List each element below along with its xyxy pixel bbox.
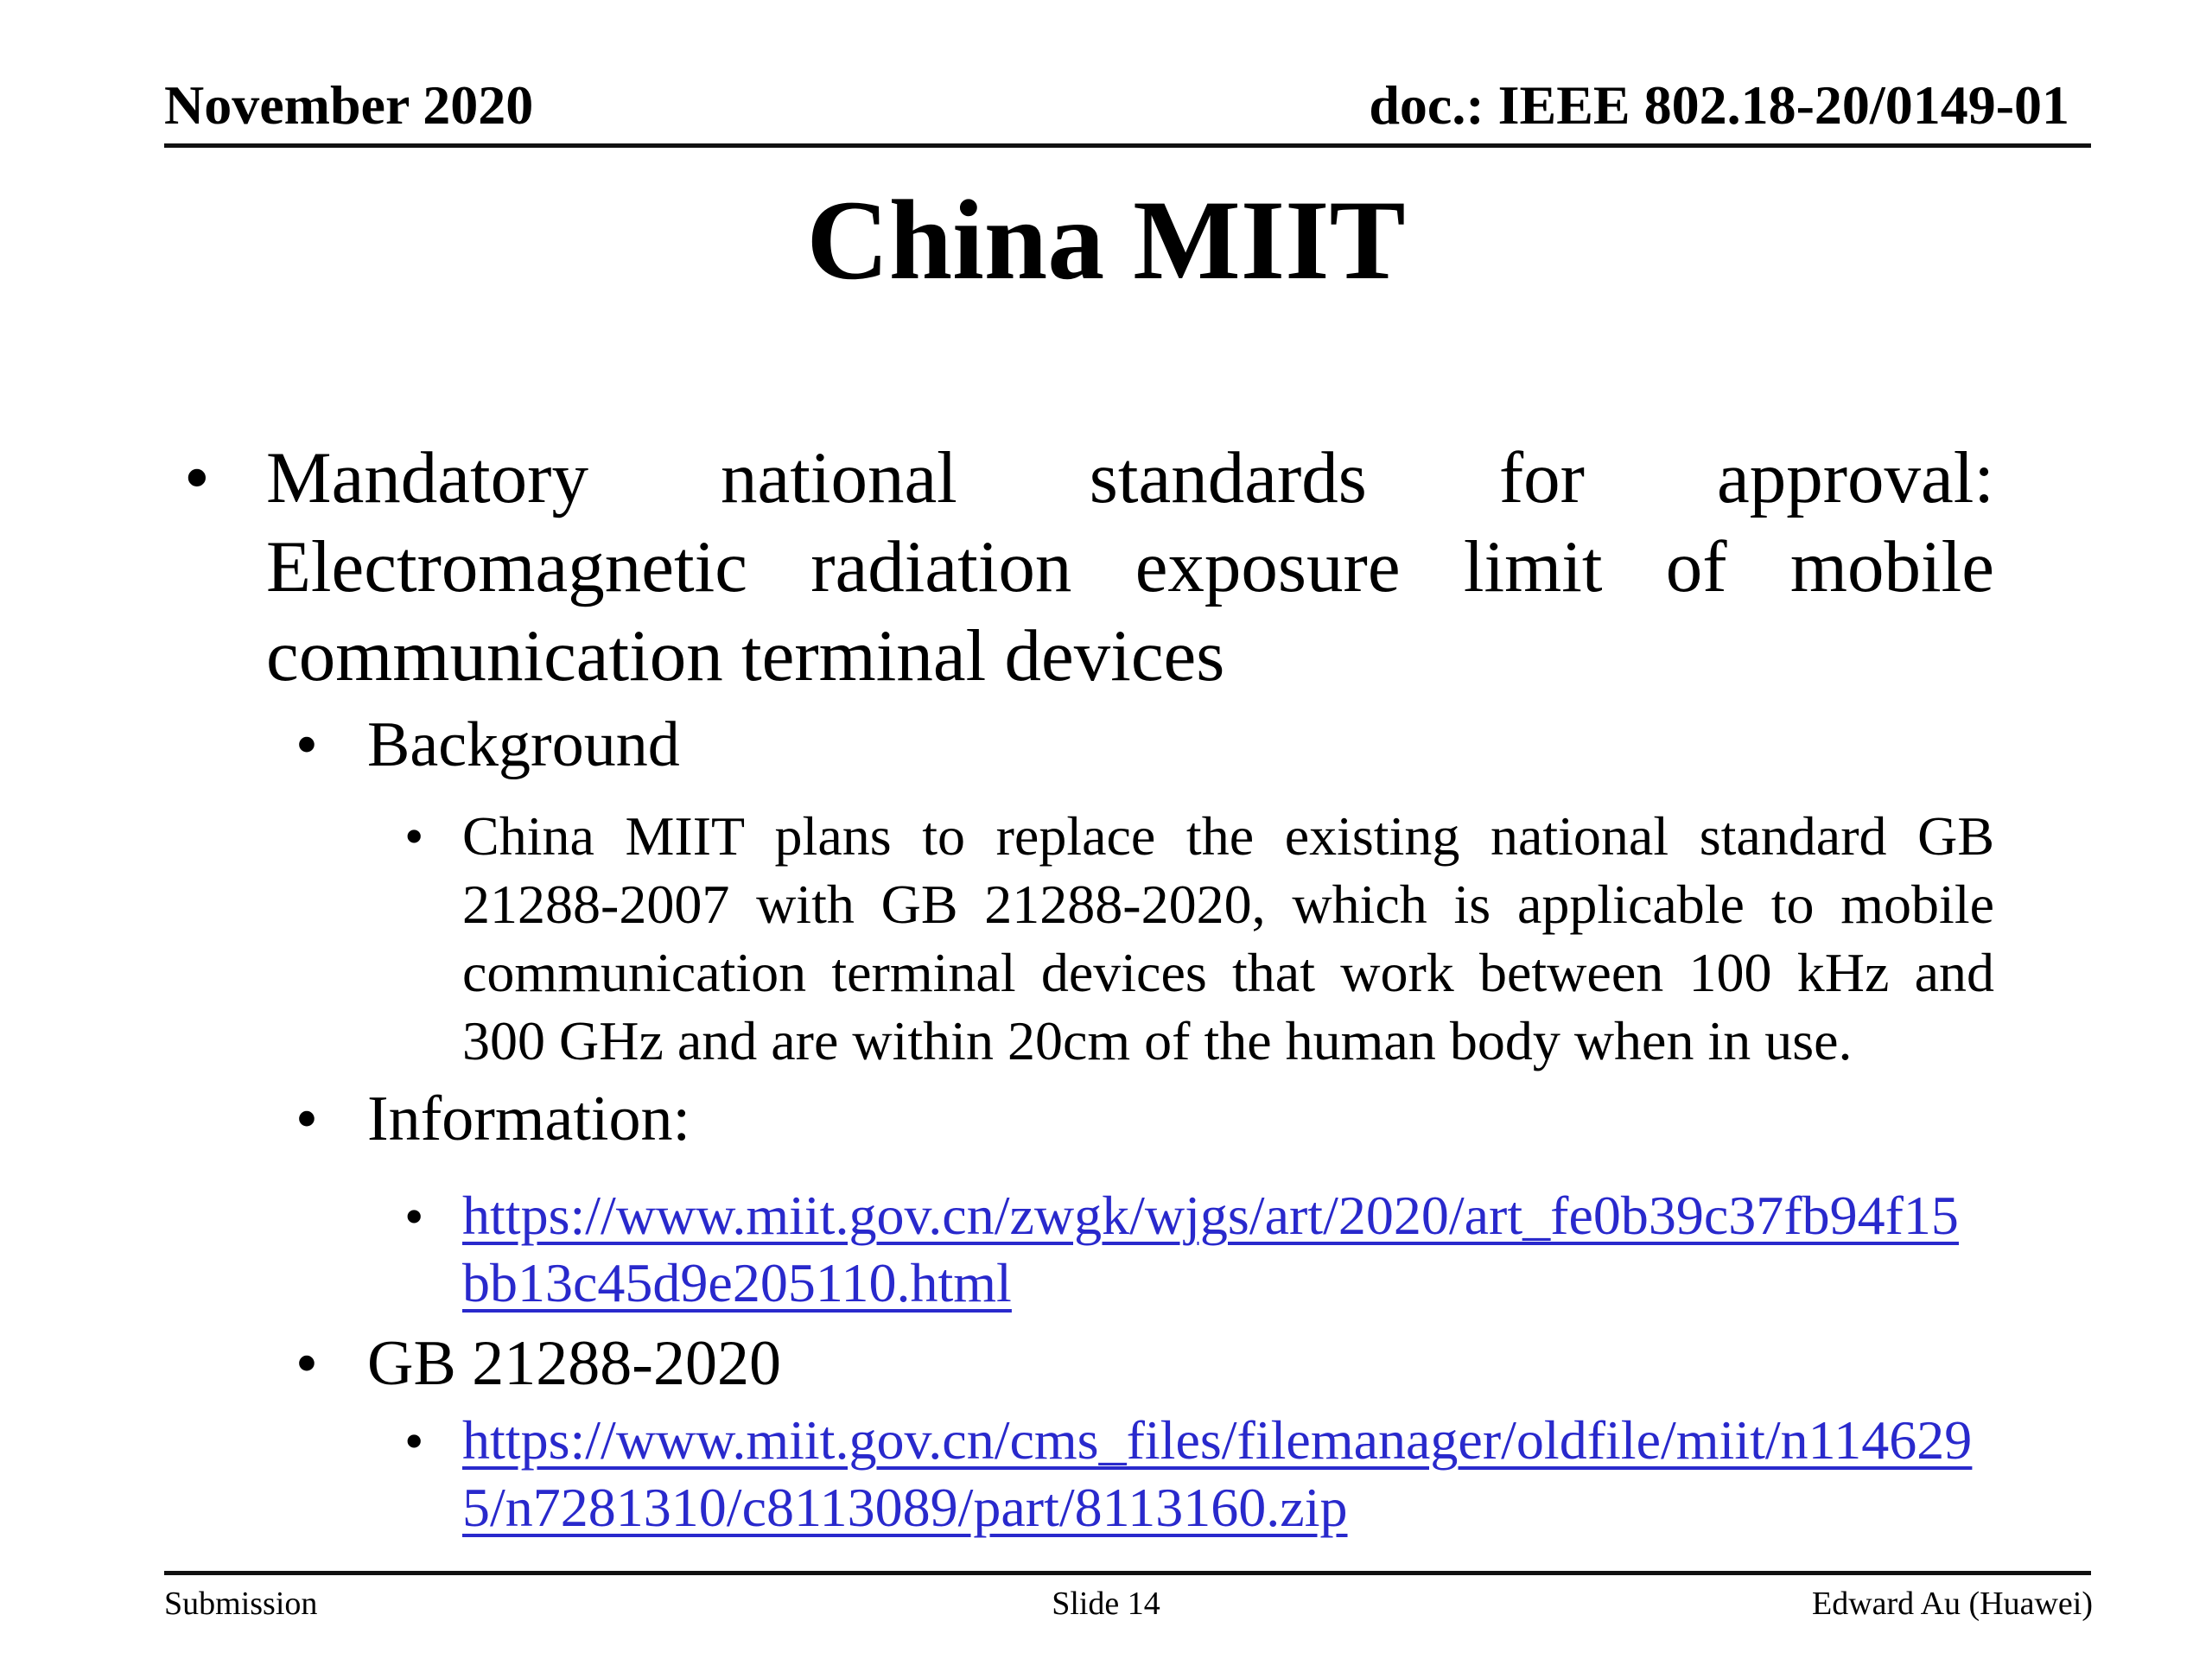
header-doc-number: doc.: IEEE 802.18-20/0149-01	[1369, 74, 2069, 136]
link-line[interactable]: bb13c45d9e205110.html	[462, 1252, 1012, 1313]
bullet-icon: •	[184, 437, 210, 518]
bullet-icon: •	[404, 1185, 424, 1247]
bullet-icon: •	[404, 1410, 424, 1471]
link-line[interactable]: 5/n7281310/c8113089/part/8113160.zip	[462, 1477, 1348, 1538]
link-gb-standard-zip[interactable]	[462, 1407, 1972, 1541]
header-rule	[164, 143, 2091, 148]
link-line[interactable]: https://www.miit.gov.cn/zwgk/wjgs/art/2020/art_fe0b39c37fb94f15	[462, 1185, 1959, 1246]
information-heading: Information:	[367, 1084, 691, 1154]
background-paragraph	[462, 802, 1994, 1075]
main-bullet-paragraph	[266, 434, 1994, 701]
footer-author: Edward Au (Huawei)	[1811, 1586, 2093, 1622]
text-line: communication terminal devices that work between 100 kHz and	[462, 942, 1994, 1003]
link-line[interactable]: https://www.miit.gov.cn/cms_files/filemanager/oldfile/miit/n114629	[462, 1409, 1973, 1471]
text-line: 21288-2007 with GB 21288-2020, which is applicable to mobile	[462, 874, 1994, 935]
gb-standard-heading: GB 21288-2020	[367, 1328, 781, 1399]
footer-submission: Submission	[164, 1586, 318, 1622]
footer-slide-number: Slide 14	[1052, 1586, 1160, 1622]
text-line: China MIIT plans to replace the existing national standard GB	[462, 805, 1994, 867]
text-line: communication terminal devices	[266, 615, 1225, 696]
bullet-icon: •	[296, 709, 318, 780]
text-line: Mandatory national standards for approval:	[266, 437, 1994, 518]
text-line: 300 GHz and are within 20cm of the human body when in use.	[462, 1010, 1853, 1071]
bullet-icon: •	[296, 1084, 318, 1154]
footer-rule	[164, 1571, 2091, 1575]
header-date: November 2020	[164, 74, 534, 136]
slide-title: China MIIT	[806, 176, 1406, 303]
link-miit-announcement[interactable]	[462, 1182, 1959, 1317]
bullet-icon: •	[296, 1328, 318, 1399]
bullet-icon: •	[404, 805, 424, 867]
background-heading: Background	[367, 709, 680, 780]
text-line: Electromagnetic radiation exposure limit of mobile	[266, 526, 1994, 607]
